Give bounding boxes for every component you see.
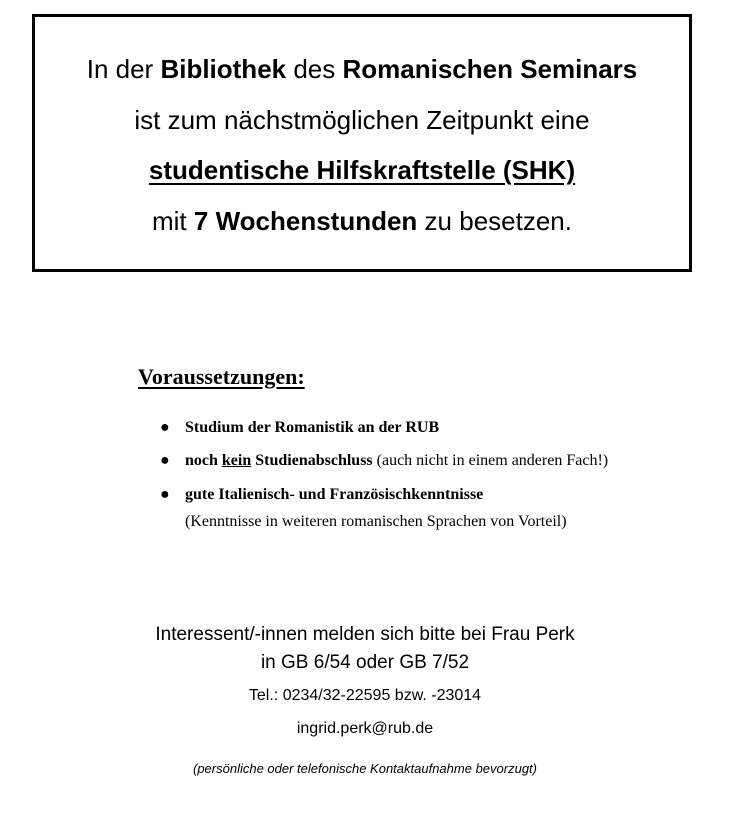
seminar-emphasis: Romanischen Seminars <box>342 54 638 84</box>
contact-phone: Tel.: 0234/32-22595 bzw. -23014 <box>248 687 482 704</box>
announcement-text: zu besetzen. <box>417 206 572 236</box>
requirement-item <box>160 450 608 484</box>
announcement-line-1 <box>35 53 689 85</box>
requirement-item <box>160 417 608 450</box>
announcement-text: des <box>286 54 343 84</box>
announcement-text: mit <box>152 206 194 236</box>
requirement-text: gute Italienisch- und Französischkenntnisse <box>185 486 484 503</box>
bullet-icon: ● <box>160 486 170 503</box>
requirements-list <box>160 417 608 532</box>
bullet-icon: ● <box>160 452 170 469</box>
contact-email: ingrid.perk@rub.de <box>296 720 434 737</box>
requirement-emphasis: kein <box>221 452 252 469</box>
requirements-heading: Voraussetzungen: <box>138 364 305 389</box>
requirement-text: Studienabschluss <box>251 452 373 469</box>
contact-line-2: in GB 6/54 oder GB 7/52 <box>260 652 470 673</box>
announcement-box <box>32 14 692 272</box>
announcement-line-4 <box>35 205 689 237</box>
requirement-item <box>160 484 608 532</box>
position-title: studentische Hilfskraftstelle (SHK) <box>148 155 576 185</box>
requirement-text: Studium der Romanistik an der RUB <box>185 419 440 436</box>
contact-line-1: Interessent/-innen melden sich bitte bei Frau Perk <box>155 624 575 645</box>
bullet-icon: ● <box>160 419 170 436</box>
hours-emphasis: 7 Wochenstunden <box>193 206 418 236</box>
announcement-line-2: ist zum nächstmöglichen Zeitpunkt eine <box>134 105 590 135</box>
requirement-text: noch <box>185 452 222 469</box>
contact-note: (persönliche oder telefonische Kontaktaufnahme bevorzugt) <box>193 761 537 776</box>
announcement-text: In der <box>86 54 161 84</box>
requirement-note: (Kenntnisse in weiteren romanischen Sprachen von Vorteil) <box>185 513 567 530</box>
requirement-note: (auch nicht in einem anderen Fach!) <box>372 452 609 469</box>
requirement-line <box>185 450 608 471</box>
library-emphasis: Bibliothek <box>160 54 287 84</box>
